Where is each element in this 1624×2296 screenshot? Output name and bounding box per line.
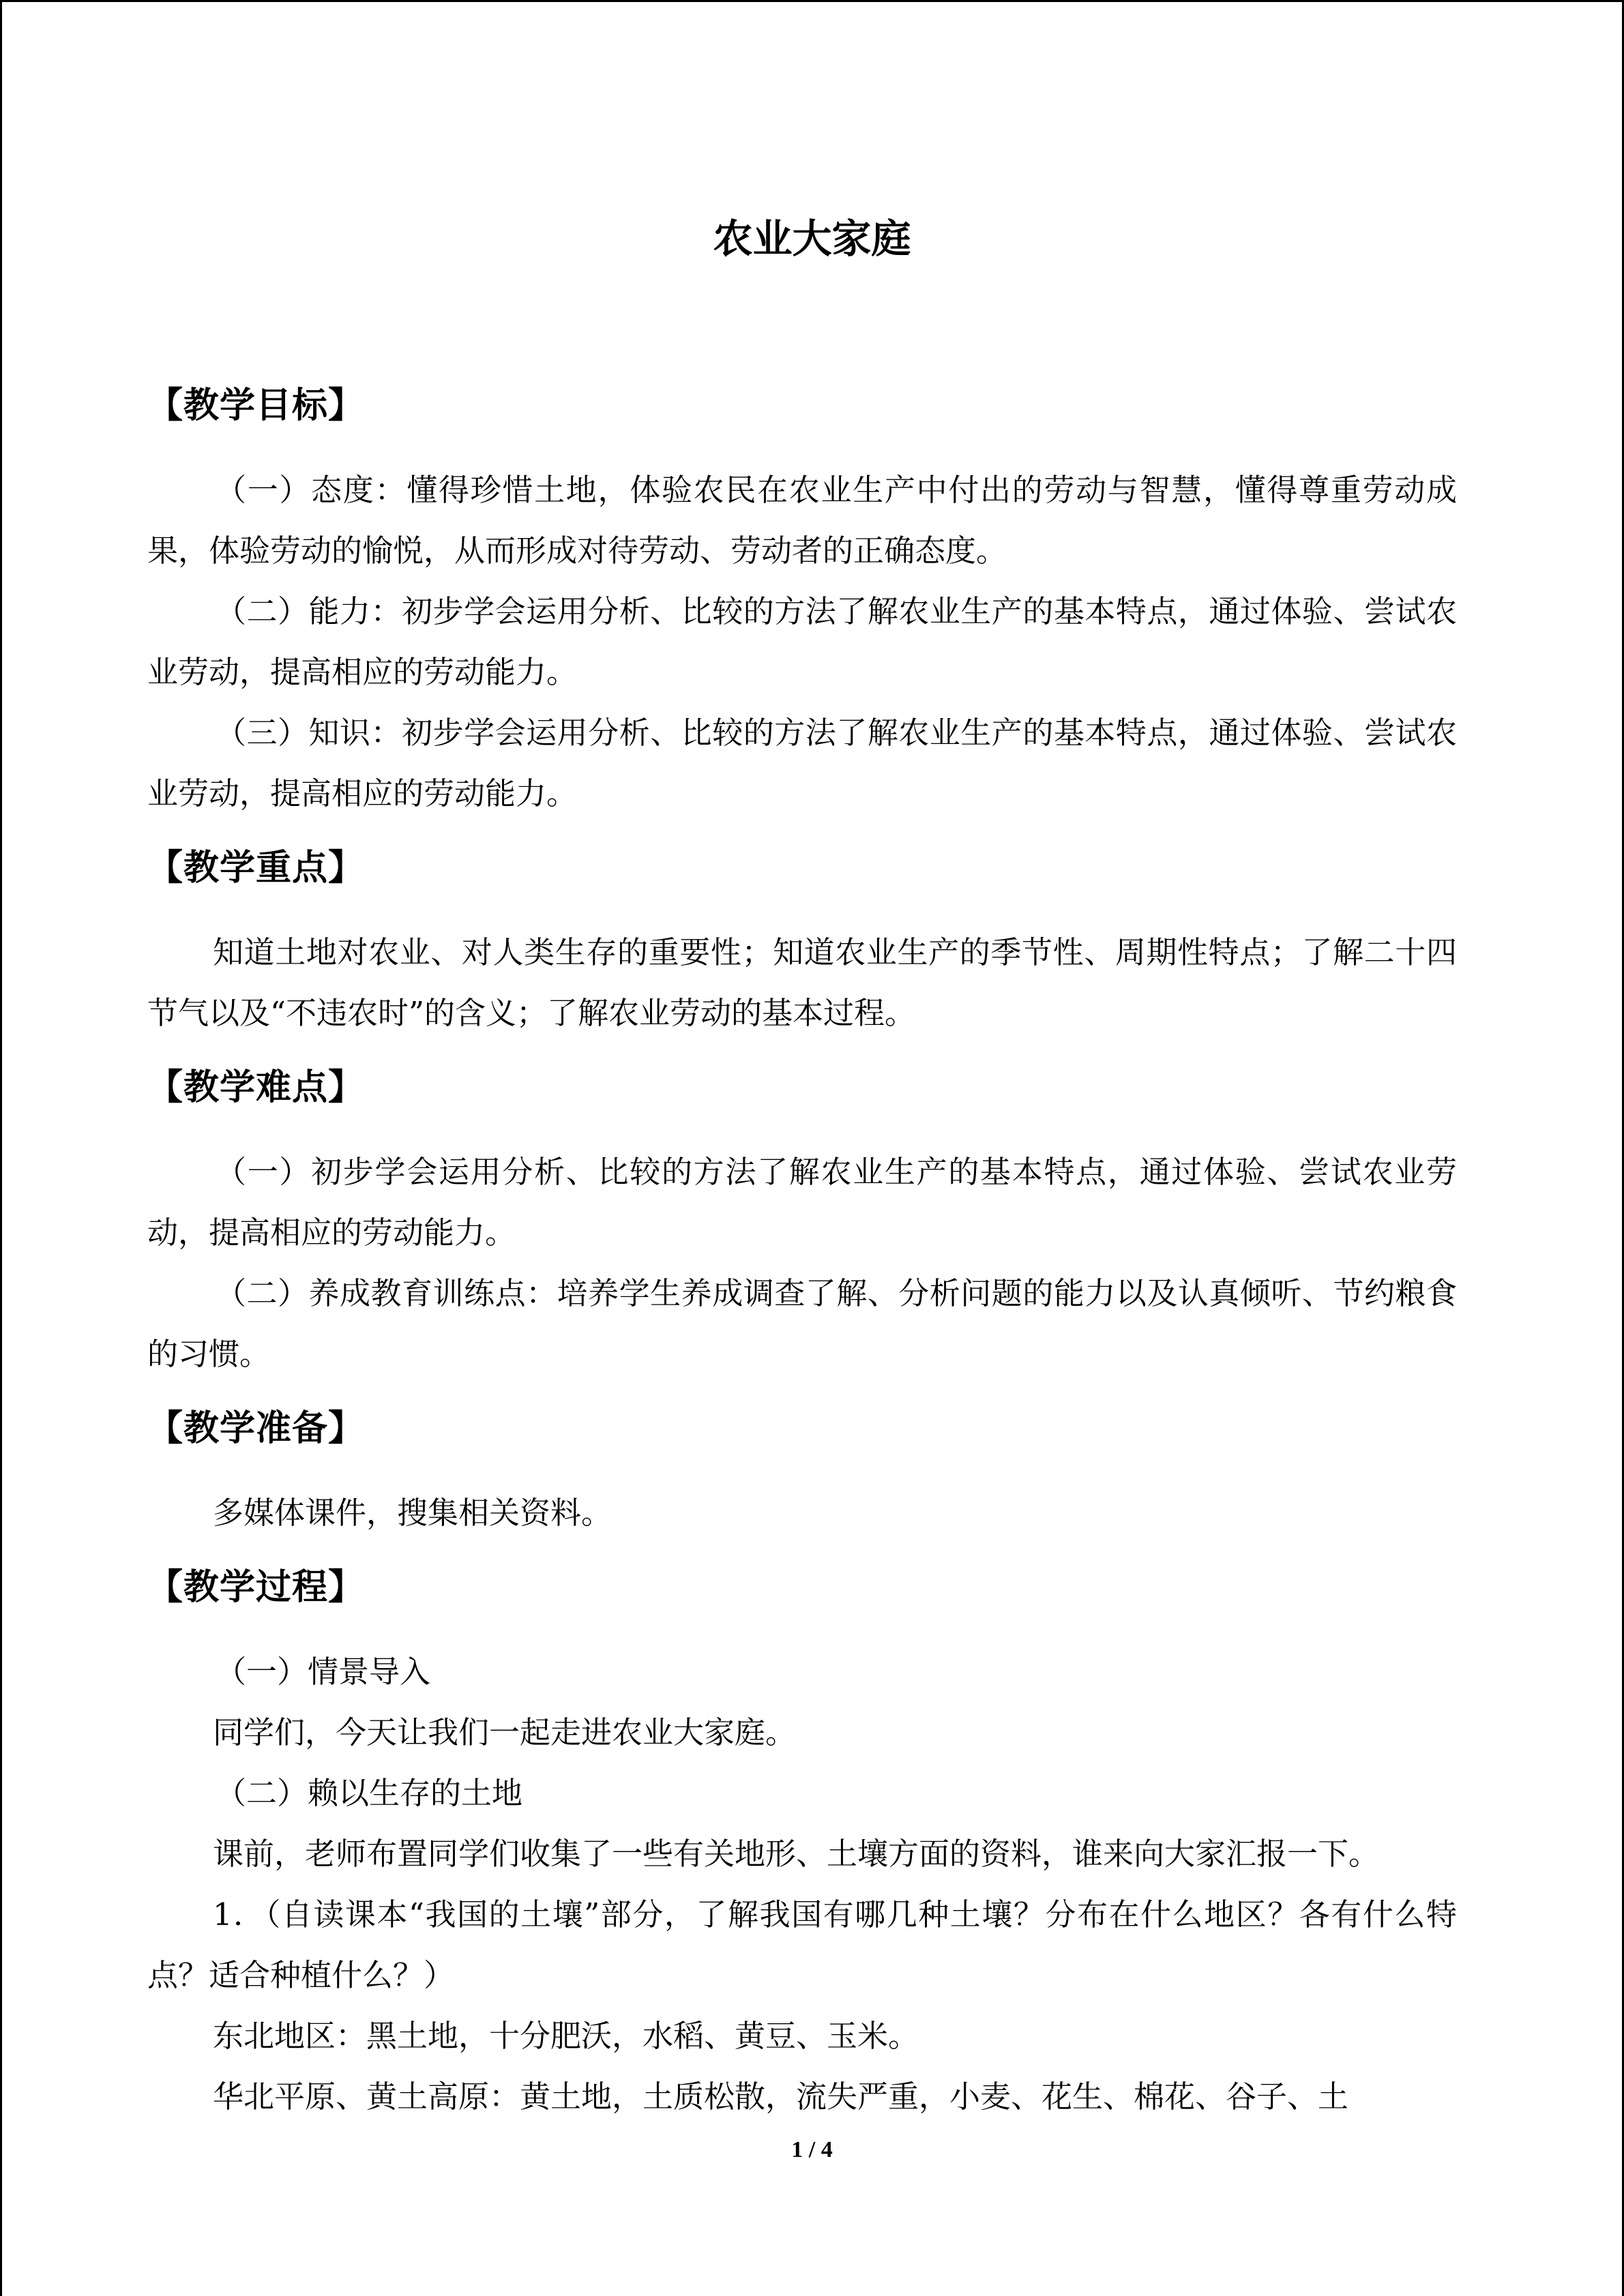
paragraph: （二）能力：初步学会运用分析、比较的方法了解农业生产的基本特点，通过体验、尝试农业劳动，提高相应的劳动能力。 <box>147 593 1457 690</box>
paragraph: 东北地区：黑土地，十分肥沃，水稻、黄豆、玉米。 <box>213 2018 919 2054</box>
section-heading: 【教学准备】 <box>147 1408 365 1449</box>
document-body <box>147 382 1457 2147</box>
paragraph: （一）情景导入 <box>216 1654 431 1690</box>
page-left-border <box>0 0 2 2296</box>
paragraph: （三）知识：初步学会运用分析、比较的方法了解农业生产的基本特点，通过体验、尝试农业劳动，提高相应的劳动能力。 <box>147 715 1457 811</box>
paragraph: 课前，老师布置同学们收集了一些有关地形、土壤方面的资料，谁来向大家汇报一下。 <box>213 1836 1380 1872</box>
page-number: 1 / 4 <box>791 2137 833 2162</box>
paragraph: 知道土地对农业、对人类生存的重要性；知道农业生产的季节性、周期性特点；了解二十四节气以及“不违农时”的含义；了解农业劳动的基本过程。 <box>147 934 1457 1031</box>
section-heading: 【教学目标】 <box>147 385 365 426</box>
paragraph: 1．（自读课本“我国的土壤”部分，了解我国有哪几种土壤？分布在什么地区？各有什么特点？适合种植什么？） <box>147 1896 1457 1993</box>
paragraph: （二）赖以生存的土地 <box>216 1775 523 1811</box>
section-teaching-focus <box>147 844 1457 1043</box>
document-title: 农业大家庭 <box>713 215 911 262</box>
paragraph: （一）态度：懂得珍惜土地，体验农民在农业生产中付出的劳动与智慧，懂得尊重劳动成果，体验劳动的愉悦，从而形成对待劳动、劳动者的正确态度。 <box>147 472 1457 569</box>
section-teaching-goals <box>147 382 1457 824</box>
paragraph: （二）养成教育训练点：培养学生养成调查了解、分析问题的能力以及认真倾听、节约粮食的习惯。 <box>147 1275 1457 1372</box>
page-top-border <box>0 0 1624 2</box>
section-teaching-process <box>147 1564 1457 2127</box>
paragraph: 华北平原、黄土高原：黄土地，土质松散，流失严重，小麦、花生、棉花、谷子、土 <box>213 2078 1349 2115</box>
section-teaching-preparation <box>147 1405 1457 1543</box>
paragraph: 多媒体课件，搜集相关资料。 <box>213 1495 612 1531</box>
paragraph: （一）初步学会运用分析、比较的方法了解农业生产的基本特点，通过体验、尝试农业劳动，提高相应的劳动能力。 <box>147 1154 1457 1251</box>
section-heading: 【教学难点】 <box>147 1067 365 1108</box>
paragraph: 同学们，今天让我们一起走进农业大家庭。 <box>213 1714 797 1750</box>
section-teaching-difficulties <box>147 1064 1457 1384</box>
section-heading: 【教学过程】 <box>147 1567 365 1608</box>
section-heading: 【教学重点】 <box>147 848 365 889</box>
